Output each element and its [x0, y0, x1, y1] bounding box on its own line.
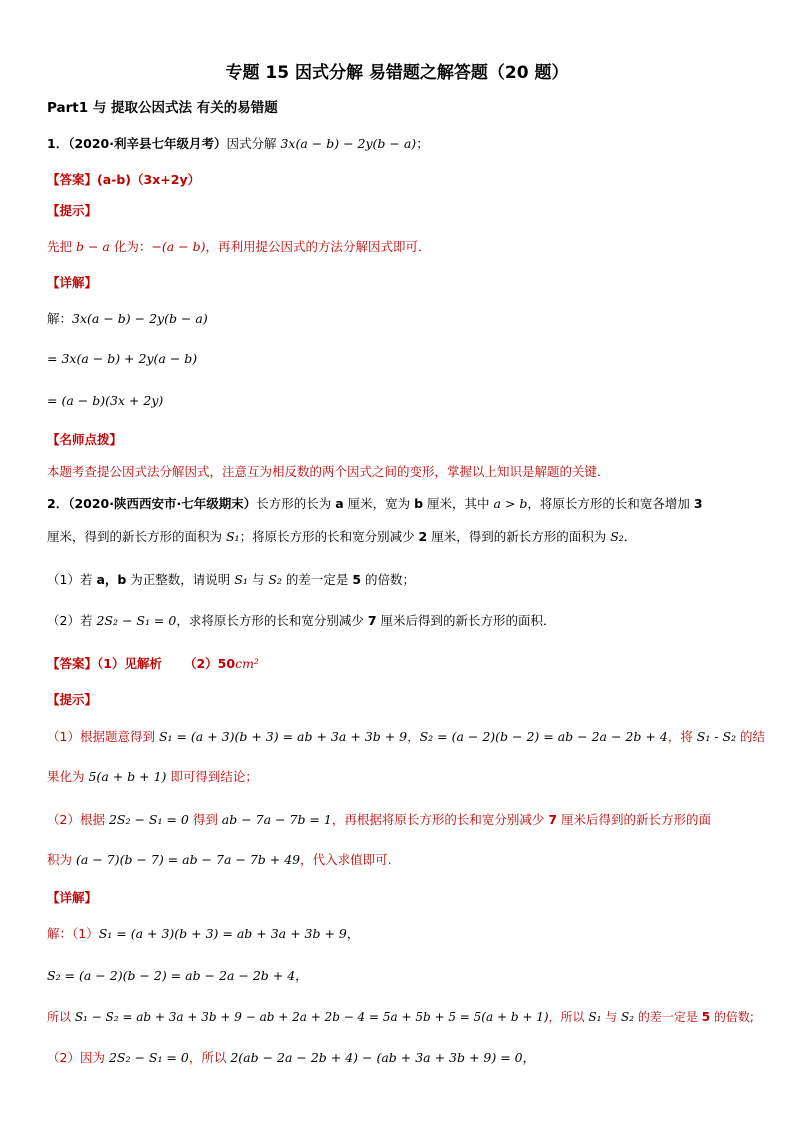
question-text: 7 — [367, 613, 377, 628]
hint-text-part: 厘米后得到的新长方形的面 — [557, 812, 711, 827]
question-source: （2020·利辛县七年级月考） — [68, 136, 227, 151]
question-text: 厘米，其中 — [423, 496, 494, 511]
answer-line — [47, 170, 200, 188]
math-expression: S₂ = (a − 2)(b − 2) = ab − 2a − 2b + 4 — [419, 729, 668, 744]
answer-text: （1）见解析 — [97, 656, 162, 671]
question-text: a，b — [96, 572, 127, 587]
solution-text: 所以 — [47, 1010, 75, 1024]
solution-text: 与 — [601, 1010, 622, 1024]
question-text: 的倍数； — [361, 572, 416, 587]
math-expression: S₂ — [621, 1010, 635, 1024]
hint-text — [47, 767, 258, 785]
math-expression: S₂ — [610, 529, 624, 544]
question-text: 5 — [352, 572, 362, 587]
math-expression: S₂ — [268, 572, 282, 587]
solution-text: 5 — [701, 1010, 711, 1024]
comment-tag: 【名师点拨】 — [47, 432, 123, 447]
answer-tag: 【答案】 — [47, 656, 98, 671]
question-text: 因式分解 — [226, 136, 281, 151]
hint-text-part: 果化为 — [47, 769, 89, 784]
solution-text: 的倍数; — [710, 1010, 754, 1024]
math-expression: b − a — [75, 239, 110, 254]
math-expression: S₁ = (a + 3)(b + 3) = ab + 3a + 3b + 9 — [98, 926, 347, 941]
solution-line: = (a − b)(3x + 2y) — [47, 393, 164, 408]
hint-text-part: 先把 — [47, 239, 76, 254]
math-expression: a > b — [493, 496, 528, 511]
solution-prefix: 解： — [47, 311, 73, 326]
solution-text: 的差一定是 — [634, 1010, 702, 1024]
math-expression: 3x(a − b) − 2y(b − a) — [280, 136, 417, 151]
question-text: b — [414, 496, 424, 511]
solution-prefix: 解：（1） — [47, 926, 99, 941]
math-expression: 2(ab − 2a − 2b + 4) − (ab + 3a + 3b + 9) = 0 — [230, 1050, 523, 1065]
question-text: 为正整数，请说明 — [126, 572, 235, 587]
math-expression: ab − 7a − 7b = 1 — [221, 812, 332, 827]
solution-line — [47, 309, 208, 327]
hint-text-part: 7 — [548, 812, 558, 827]
math-expression: 5(a + b + 1) — [88, 769, 167, 784]
hint-text-part: ，再利用提公因式的方法分解因式即可． — [205, 239, 431, 254]
math-expression: 2S₂ − S₁ = 0 — [96, 613, 177, 628]
hint-tag: 【提示】 — [47, 692, 98, 707]
question-text: （2）若 — [47, 613, 97, 628]
math-expression: S₁ — [225, 529, 240, 544]
hint-text-part: 得到 — [188, 812, 222, 827]
question-number: 1． — [47, 136, 69, 151]
answer-line — [47, 654, 259, 672]
question-text: 的差一定是 — [281, 572, 353, 587]
hint-text-part: ，代入求值即可. — [300, 852, 392, 867]
solution-line — [47, 1048, 535, 1066]
math-expression: −(a − b) — [151, 239, 206, 254]
punctuation: ； — [416, 136, 429, 151]
page-title: 专题 15 因式分解 易错题之解答题（20 题） — [225, 63, 569, 83]
question-text: 厘米，得到的新长方形的面积为 — [47, 529, 226, 544]
question-1 — [47, 134, 429, 152]
hint-text — [47, 237, 430, 255]
question-text: ；将原长方形的长和宽分别减少 — [239, 529, 419, 544]
question-text: （1）若 — [47, 572, 97, 587]
sub-question-2 — [47, 611, 556, 629]
answer-value: 50 — [217, 656, 236, 671]
question-text: 厘米，宽为 — [343, 496, 415, 511]
solution-text: ，所以 — [188, 1050, 231, 1065]
hint-text-part: ， — [407, 729, 420, 744]
answer-text: (a-b)（3x+2y） — [97, 172, 201, 187]
hint-tag: 【提示】 — [47, 203, 98, 218]
math-expression: S₁ − S₂ = ab + 3a + 3b + 9 − ab + 2a + 2b − 4 = 5a + 5b + 5 = 5(a + b + 1) — [74, 1010, 549, 1024]
solution-line — [47, 1008, 754, 1025]
punctuation: ， — [522, 1050, 536, 1065]
math-expression: 2S₂ − S₁ = 0 — [108, 812, 189, 827]
hint-text-part: ，再根据将原长方形的长和宽分别减少 — [331, 812, 549, 827]
answer-text: （2） — [183, 656, 218, 671]
math-expression: S₁ - S₂ — [696, 729, 737, 744]
question-number: 2． — [47, 496, 69, 511]
answer-tag: 【答案】 — [47, 172, 98, 187]
solution-text: （2）因为 — [47, 1050, 109, 1065]
hint-text-part: 的结 — [736, 729, 766, 744]
math-expression: (a − 7)(b − 7) = ab − 7a − 7b + 49 — [75, 852, 301, 867]
hint-text — [47, 810, 711, 828]
question-text: 3 — [693, 496, 703, 511]
math-expression: 3x(a − b) − 2y(b − a) — [72, 311, 208, 326]
question-text: 厘米，得到的新长方形的面积为 — [427, 529, 611, 544]
hint-text-part: （2）根据 — [47, 812, 109, 827]
hint-text-part: 积为 — [47, 852, 76, 867]
math-expression: S₁ = (a + 3)(b + 3) = ab + 3a + 3b + 9 — [158, 729, 408, 744]
hint-text — [47, 727, 765, 745]
punctuation: ， — [295, 968, 308, 983]
question-2 — [47, 494, 703, 512]
question-text: a — [335, 496, 344, 511]
section-heading: Part1 与 提取公因式法 有关的易错题 — [47, 100, 278, 116]
math-expression: S₁ — [588, 1010, 602, 1024]
question-source: （2020·陕西西安市·七年级期末） — [68, 496, 257, 511]
question-text: 长方形的长为 — [256, 496, 336, 511]
question-text: ，将原长方形的长和宽各增加 — [527, 496, 694, 511]
question-text: ． — [623, 529, 637, 544]
sub-question-1 — [47, 570, 415, 588]
solution-line — [47, 924, 359, 942]
comment-text: 本题考查提公因式法分解因式，注意互为相反数的两个因式之间的变形，掌握以上知识是解题的关键． — [47, 464, 610, 479]
solution-text: ，所以 — [548, 1010, 589, 1024]
hint-text-part: ，将 — [667, 729, 697, 744]
solution-line — [47, 966, 308, 984]
question-text: 2 — [418, 529, 428, 544]
hint-text — [47, 850, 392, 868]
detail-tag: 【详解】 — [47, 275, 98, 290]
question-text-line — [47, 527, 636, 545]
solution-line: = 3x(a − b) + 2y(a − b) — [47, 351, 198, 366]
hint-text-part: 即可得到结论； — [166, 769, 258, 784]
math-expression: S₁ — [234, 572, 248, 587]
math-expression: S₂ = (a − 2)(b − 2) = ab − 2a − 2b + 4 — [47, 968, 296, 983]
answer-unit: cm² — [235, 656, 259, 671]
punctuation: ， — [346, 926, 360, 941]
hint-text-part: （1）根据题意得到 — [47, 729, 159, 744]
question-text: 厘米后得到的新长方形的面积． — [376, 613, 556, 628]
question-text: ，求将原长方形的长和宽分别减少 — [176, 613, 368, 628]
math-expression: 2S₂ − S₁ = 0 — [108, 1050, 189, 1065]
hint-text-part: 化为： — [109, 239, 152, 254]
question-text: 与 — [247, 572, 269, 587]
detail-tag: 【详解】 — [47, 890, 98, 905]
